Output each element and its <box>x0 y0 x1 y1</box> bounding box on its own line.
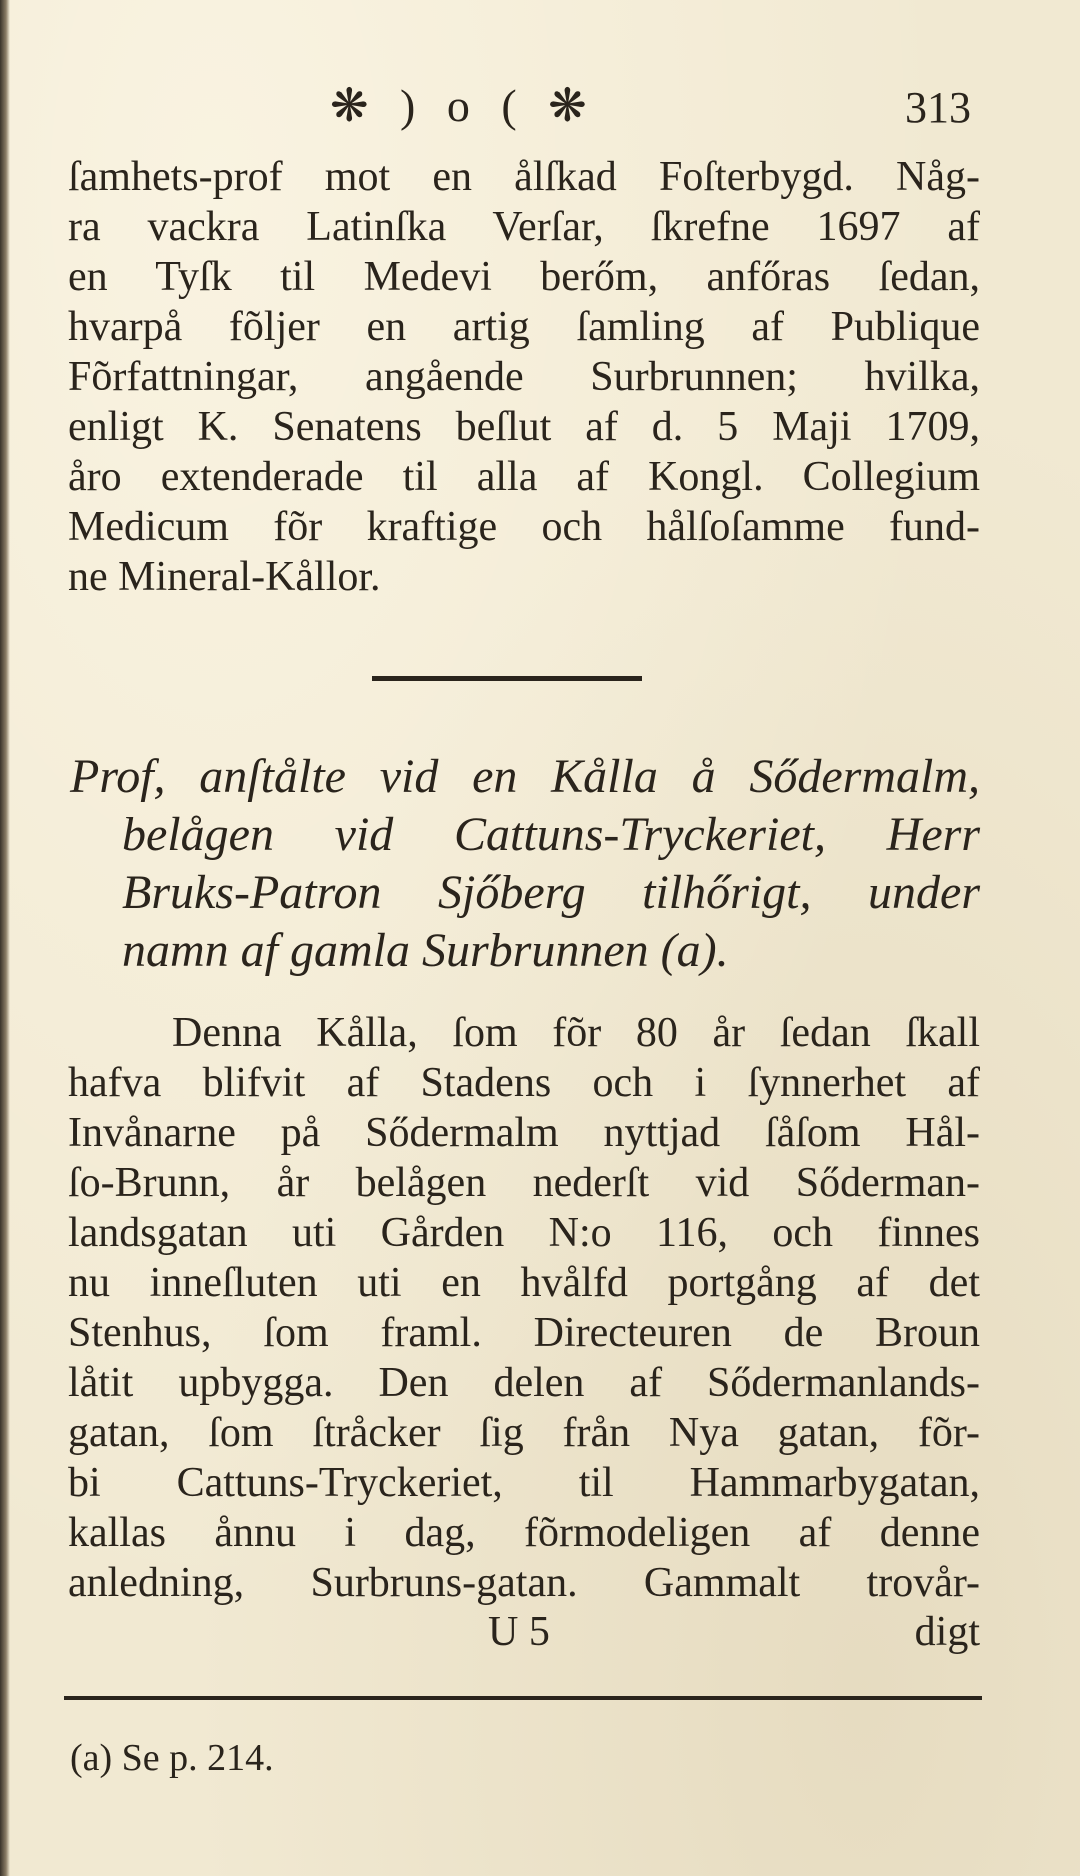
text-line: en Tyſk til Medevi berőm, anfőras ſedan, <box>68 254 980 300</box>
text-line: Stenhus, ſom framl. Directeuren de Broun <box>68 1310 980 1356</box>
text-line: bi Cattuns-Tryckeriet, til Hammarbygatan, <box>68 1460 980 1506</box>
text-line: ſo-Brunn, år belågen nederſt vid Sőderman- <box>68 1160 980 1206</box>
page-edge-shadow <box>0 0 10 1876</box>
heading-line: namn af gamla Surbrunnen (a). <box>122 924 729 977</box>
text-line: kallas ånnu i dag, fõrmodeligen af denne <box>68 1510 980 1556</box>
text-line: ſamhets-prof mot en ålſkad Foſterbygd. Någ- <box>68 154 980 200</box>
running-head-ornament: ❋ ) o ( ❋ <box>330 80 597 131</box>
text-line: Fõrfattningar, angående Surbrunnen; hvilka, <box>68 354 980 400</box>
text-line: landsgatan uti Gården N:o 116, och finnes <box>68 1210 980 1256</box>
section-divider <box>372 676 642 681</box>
text-line: enligt K. Senatens beſlut af d. 5 Maji 1709, <box>68 404 980 450</box>
text-line: hvarpå fõljer en artig ſamling af Publique <box>68 304 980 350</box>
text-line: Invånarne på Sődermalm nyttjad ſåſom Hål- <box>68 1110 980 1156</box>
text-line: ne Mineral-Kållor. <box>68 554 381 600</box>
signature-mark: U 5 <box>488 1609 550 1655</box>
catchword: digt <box>914 1609 980 1655</box>
paragraph-1 <box>68 152 980 602</box>
heading-line: Prof, anſtålte vid en Kålla å Sődermalm, <box>70 750 980 803</box>
text-line: anledning, Surbruns-gatan. Gammalt trovår- <box>68 1560 980 1606</box>
catch-line <box>68 1608 980 1658</box>
paragraph-2 <box>68 1008 980 1608</box>
footnote: (a) Se p. 214. <box>70 1737 274 1779</box>
text-line: nu inneſluten uti en hvålfd portgång af det <box>68 1260 980 1306</box>
heading-line: Bruks-Patron Sjőberg tilhőrigt, under <box>122 866 980 919</box>
text-line: Medicum fõr kraftige och hålſoſamme fund- <box>68 504 980 550</box>
text-line: Denna Kålla, ſom fõr 80 år ſedan ſkall <box>172 1010 980 1056</box>
text-line: låtit upbygga. Den delen af Sődermanlands- <box>68 1360 980 1406</box>
text-line: åro extenderade til alla af Kongl. Collegium <box>68 454 980 500</box>
text-line: hafva blifvit af Stadens och i ſynnerhet af <box>68 1060 980 1106</box>
footnote-divider <box>64 1696 982 1700</box>
heading-line: belågen vid Cattuns-Tryckeriet, Herr <box>122 808 980 861</box>
section-heading <box>70 748 980 980</box>
text-line: ra vackra Latinſka Verſar, ſkrefne 1697 af <box>68 204 980 250</box>
page-number: 313 <box>905 83 971 132</box>
text-line: gatan, ſom ſtråcker ſig från Nya gatan, fõr- <box>68 1410 980 1456</box>
